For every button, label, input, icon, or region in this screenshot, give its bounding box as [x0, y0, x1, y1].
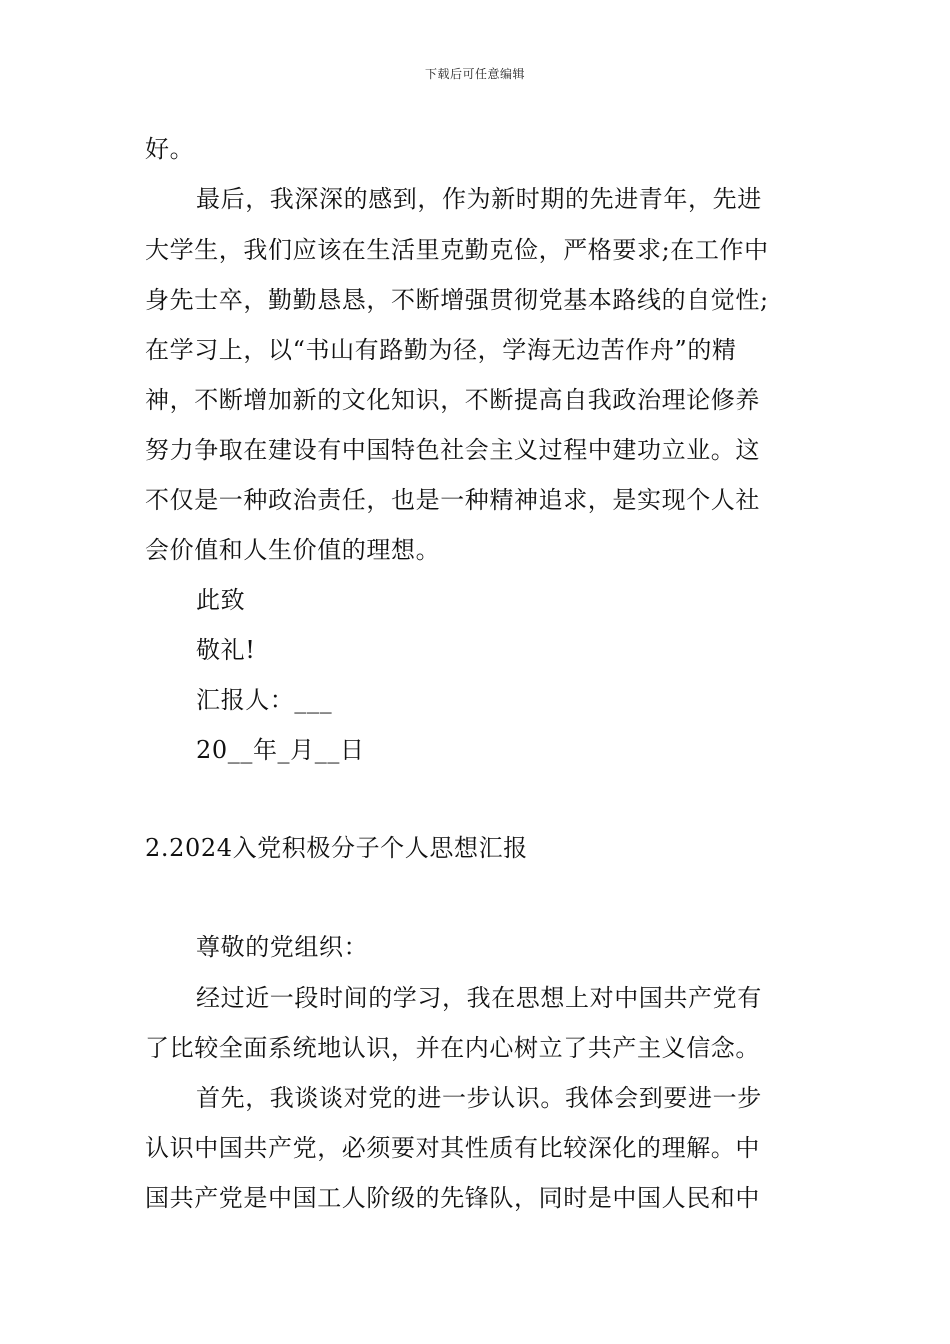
- body-line: 神，不断增加新的文化知识，不断提高自我政治理论修养: [145, 386, 760, 414]
- body-line: 首先，我谈谈对党的进一步认识。我体会到要进一步: [196, 1084, 762, 1112]
- salute-text: 敬礼!: [196, 636, 256, 664]
- body-line: 大学生，我们应该在生活里克勤克俭，严格要求;在工作中: [145, 236, 769, 264]
- body-line: 最后，我深深的感到，作为新时期的先进青年，先进: [196, 185, 762, 213]
- header-note: 下载后可任意编辑: [424, 67, 525, 81]
- body-line: 经过近一段时间的学习，我在思想上对中国共产党有: [196, 984, 762, 1012]
- greeting-text: 尊敬的党组织：: [196, 933, 369, 961]
- date-line: 20__年_月__日: [196, 736, 365, 764]
- body-line: 认识中国共产党，必须要对其性质有比较深化的理解。中: [145, 1134, 760, 1162]
- body-line: 国共产党是中国工人阶级的先锋队，同时是中国人民和中: [145, 1184, 760, 1212]
- reporter-line: 汇报人：___: [196, 686, 333, 714]
- body-line: 会价值和人生价值的理想。: [145, 536, 441, 564]
- body-line: 在学习上，以“书山有路勤为径，学海无边苦作舟”的精: [145, 336, 737, 364]
- body-line: 好。: [145, 135, 195, 163]
- body-line: 努力争取在建设有中国特色社会主义过程中建功立业。这: [145, 436, 760, 464]
- body-line: 不仅是一种政治责任，也是一种精神追求，是实现个人社: [145, 486, 760, 514]
- body-line: 身先士卒，勤勤恳恳，不断增强贯彻党基本路线的自觉性;: [145, 286, 769, 314]
- closing-text: 此致: [196, 586, 246, 614]
- section-title: 2.2024入党积极分子个人思想汇报: [145, 834, 528, 862]
- body-line: 了比较全面系统地认识，并在内心树立了共产主义信念。: [145, 1034, 760, 1062]
